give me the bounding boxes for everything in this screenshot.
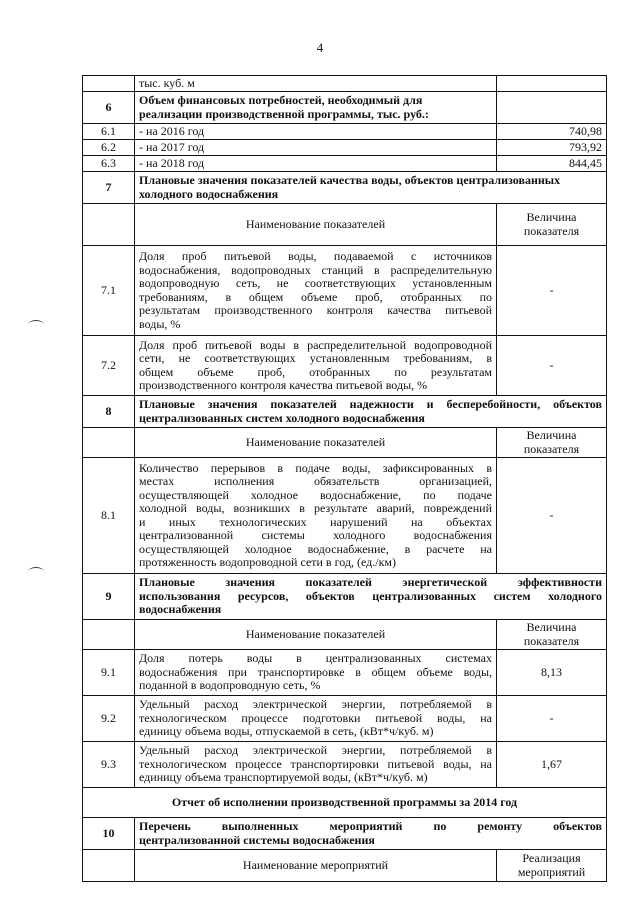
section-7 — [83, 172, 607, 204]
row-value: - — [497, 696, 607, 742]
column-header-name: Наименование показателей — [135, 428, 497, 458]
row-value: - — [497, 458, 607, 574]
row-number: 6.3 — [83, 156, 135, 172]
report-heading-row — [83, 788, 607, 818]
row-number: 9.2 — [83, 696, 135, 742]
column-header-name: Наименование мероприятий — [135, 850, 497, 882]
section-number: 10 — [83, 818, 135, 850]
report-heading: Отчет об исполнении производственной программы за 2014 год — [83, 788, 607, 818]
row-number: 6.1 — [83, 124, 135, 140]
column-header-name: Наименование показателей — [135, 204, 497, 246]
table-row — [83, 124, 607, 140]
program-table — [82, 75, 607, 882]
margin-mark-top — [28, 320, 44, 329]
section-number: 8 — [83, 396, 135, 428]
row-number: 8.1 — [83, 458, 135, 574]
section-6 — [83, 92, 607, 124]
row-number: 7.1 — [83, 246, 135, 336]
section-9 — [83, 574, 607, 620]
column-header-value: Величина показателя — [497, 204, 607, 246]
row-value: - — [497, 336, 607, 396]
page-number: 4 — [316, 40, 324, 55]
column-header-value: Величина показателя — [497, 620, 607, 650]
row-number: 6.2 — [83, 140, 135, 156]
row-text: - на 2018 год — [135, 156, 497, 172]
row-text: - на 2016 год — [135, 124, 497, 140]
row-value — [497, 76, 607, 92]
section-title: Плановые значения показателей надежности и бесперебойности, объектов централизованных систем холодного водоснабжения — [135, 396, 607, 428]
row-number — [83, 76, 135, 92]
table-row — [83, 696, 607, 742]
row-number: 7.2 — [83, 336, 135, 396]
section-title: Объем финансовых потребностей, необходимый для реализации производственной программы, тыс. руб.: — [135, 92, 497, 124]
row-value: 1,67 — [497, 742, 607, 788]
table-row — [83, 742, 607, 788]
column-header-row — [83, 850, 607, 882]
section-title: Плановые значения показателей качества воды, объектов централизованных холодного водоснабжения — [135, 172, 607, 204]
row-text: Удельный расход электрической энергии, потребляемой в технологическом процессе транспортировки питьевой воды, на единицу объема транспортируемой воды, (кВт*ч/куб. м) — [135, 742, 497, 788]
row-text: Удельный расход электрической энергии, потребляемой в технологическом процессе подготовки питьевой воды, на единицу объема воды, отпускаемой в сеть, (кВт*ч/куб. м) — [135, 696, 497, 742]
column-header-value: Реализация мероприятий — [497, 850, 607, 882]
row-text: Количество перерывов в подаче воды, зафиксированных в местах исполнения обязательств организацией, осуществляющей холодное водоснабжение, по подаче холодной воды, возникших в результате аварий, повреждений и иных технологических нарушений на объектах централизованной системы холодного водоснабжения осуществляющей холодное водоснабжение, в расчете на протяженность водопроводной сети в год, (ед./км) — [135, 458, 497, 574]
row-value: - — [497, 246, 607, 336]
row-text: - на 2017 год — [135, 140, 497, 156]
section-10 — [83, 818, 607, 850]
row-value: 844,45 — [497, 156, 607, 172]
section-number: 7 — [83, 172, 135, 204]
section-8 — [83, 396, 607, 428]
section-number: 9 — [83, 574, 135, 620]
column-header-row — [83, 204, 607, 246]
section-title: Плановые значения показателей энергетической эффективности использования ресурсов, объектов централизованных систем холодного водоснабжения — [135, 574, 607, 620]
column-header-value: Величина показателя — [497, 428, 607, 458]
table-row — [83, 336, 607, 396]
row-text: тыс. куб. м — [135, 76, 497, 92]
column-header-row — [83, 620, 607, 650]
column-header-row — [83, 428, 607, 458]
column-header-name: Наименование показателей — [135, 620, 497, 650]
section-number: 6 — [83, 92, 135, 124]
table-row — [83, 156, 607, 172]
row-number: 9.1 — [83, 650, 135, 696]
row-value: 740,98 — [497, 124, 607, 140]
table-row — [83, 140, 607, 156]
section-title: Перечень выполненных мероприятий по ремонту объектов централизованной системы водоснабжения — [135, 818, 607, 850]
table-row — [83, 246, 607, 336]
row-text: Доля потерь воды в централизованных системах водоснабжения при транспортировке в общем объеме воды, поданной в водопроводную сеть, % — [135, 650, 497, 696]
table-row — [83, 650, 607, 696]
row-text: Доля проб питьевой воды, подаваемой с источников водоснабжения, водопроводных станций в распределительную водопроводную сеть, не соответствующих установленным требованиям, в общем объеме проб, отобранных по результатам производственного контроля качества питьевой воды, % — [135, 246, 497, 336]
row-value: 793,92 — [497, 140, 607, 156]
table-row — [83, 76, 607, 92]
row-number: 9.3 — [83, 742, 135, 788]
table-row — [83, 458, 607, 574]
row-text: Доля проб питьевой воды в распределительной водопроводной сети, не соответствующих установленным требованиям, в общем объеме проб, отобранных по результатам производственного контроля качества питьевой воды, % — [135, 336, 497, 396]
row-value — [497, 92, 607, 124]
row-value: 8,13 — [497, 650, 607, 696]
margin-mark-bottom — [28, 567, 44, 576]
